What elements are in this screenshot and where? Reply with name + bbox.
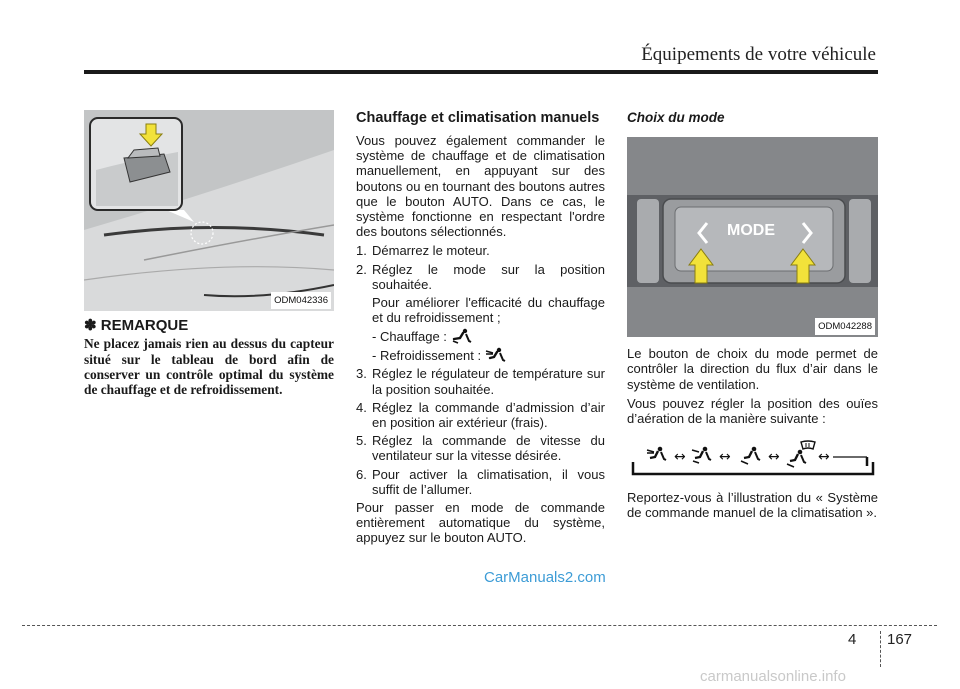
heating-line (356, 328, 605, 344)
outro-paragraph: Pour passer en mode de commande entièrement automatique du système, appuyez sur le bouton AUTO. (356, 500, 605, 546)
step-number: 6. (356, 466, 367, 482)
figure-code: ODM042336 (271, 292, 331, 309)
mode-button-figure (627, 137, 878, 337)
svg-text:↔: ↔ (768, 449, 780, 466)
step-4 (356, 400, 605, 430)
page-number: 167 (887, 631, 913, 648)
step-text: Pour activer la climatisation, il vous suffit de l’allumer. (372, 466, 605, 497)
column-3 (627, 110, 878, 525)
cooling-label: - Refroidissement : (372, 347, 482, 363)
header-title: Équipements de votre véhicule (641, 44, 876, 65)
step-text: Réglez le mode sur la position souhaitée. (372, 261, 605, 292)
bi-level-mode-icon (692, 447, 711, 463)
step-5 (356, 433, 605, 463)
figure-code: ODM042288 (815, 318, 875, 335)
face-mode-icon (484, 347, 506, 363)
column-2 (356, 110, 605, 550)
step-text: Réglez le régulateur de température sur la position souhaitée. (372, 366, 605, 397)
mode-section-title: Choix du mode (627, 110, 725, 125)
mode-sequence-diagram (627, 436, 878, 476)
mode-button-label: MODE (727, 222, 775, 240)
step-text: Démarrez le moteur. (372, 243, 490, 259)
heating-label: - Chauffage : (372, 328, 447, 344)
note-title: ✽ REMARQUE (84, 317, 189, 334)
svg-text:↔: ↔ (719, 449, 731, 466)
step-1 (356, 243, 605, 258)
floor-mode-icon (741, 447, 760, 464)
watermark-carmanuals2: CarManuals2.com (484, 569, 606, 586)
svg-text:↔: ↔ (674, 449, 686, 466)
step-number: 3. (356, 366, 367, 382)
mode-paragraph-2: Vous pouvez régler la position des ouïes d’aération de la manière suivante : (627, 395, 878, 427)
step-number: 2. (356, 261, 367, 277)
header-rule (84, 70, 878, 74)
step-2-note: Pour améliorer l'efficacité du chauffage et du refroidissement ; (372, 295, 605, 326)
dashboard-sensor-figure (84, 110, 334, 311)
chapter-number: 4 (848, 631, 857, 648)
column-1 (84, 110, 334, 398)
section-title: Chauffage et climatisation manuels (356, 110, 600, 126)
page-separator (880, 631, 881, 667)
mode-paragraph-1: Le bouton de choix du mode permet de contrôler la direction du flux d’air dans le système de ventilation. (627, 346, 878, 392)
note-body: Ne placez jamais rien au dessus du capteur situé sur le tableau de bord afin de conserver un contrôle optimal du système de chauffage et de refroidissement. (84, 336, 334, 398)
step-text: Réglez la commande de vitesse du ventilateur sur la vitesse désirée. (372, 433, 605, 464)
cooling-line (356, 347, 605, 363)
step-number: 1. (356, 243, 367, 259)
mode-cycle-illustration (627, 436, 878, 476)
step-6 (356, 467, 605, 497)
watermark-carmanualsonline: carmanualsonline.info (700, 668, 846, 685)
svg-text:↔: ↔ (818, 449, 830, 466)
footer-rule (22, 625, 937, 626)
intro-paragraph: Vous pouvez également commander le système de chauffage et de climatisation manuellement, en appuyant sur des boutons ou en tournant des boutons autres que le bouton AUTO. Dans ce cas, le système fonctionne en respectant l'ordre des boutons sélectionnés. (356, 133, 605, 240)
face-mode-icon (647, 447, 666, 460)
step-number: 4. (356, 399, 367, 415)
step-text: Réglez la commande d’admission d’air en position air extérieur (frais). (372, 399, 605, 431)
mode-paragraph-3: Reportez-vous à l’illustration du « Système de commande manuel de la climatisation ». (627, 490, 878, 521)
dashboard-sensor-illustration (84, 110, 334, 311)
floor-mode-icon (450, 328, 472, 344)
floor-defrost-mode-icon (787, 441, 815, 467)
step-2 (356, 262, 605, 292)
step-number: 5. (356, 433, 367, 449)
step-3 (356, 366, 605, 396)
